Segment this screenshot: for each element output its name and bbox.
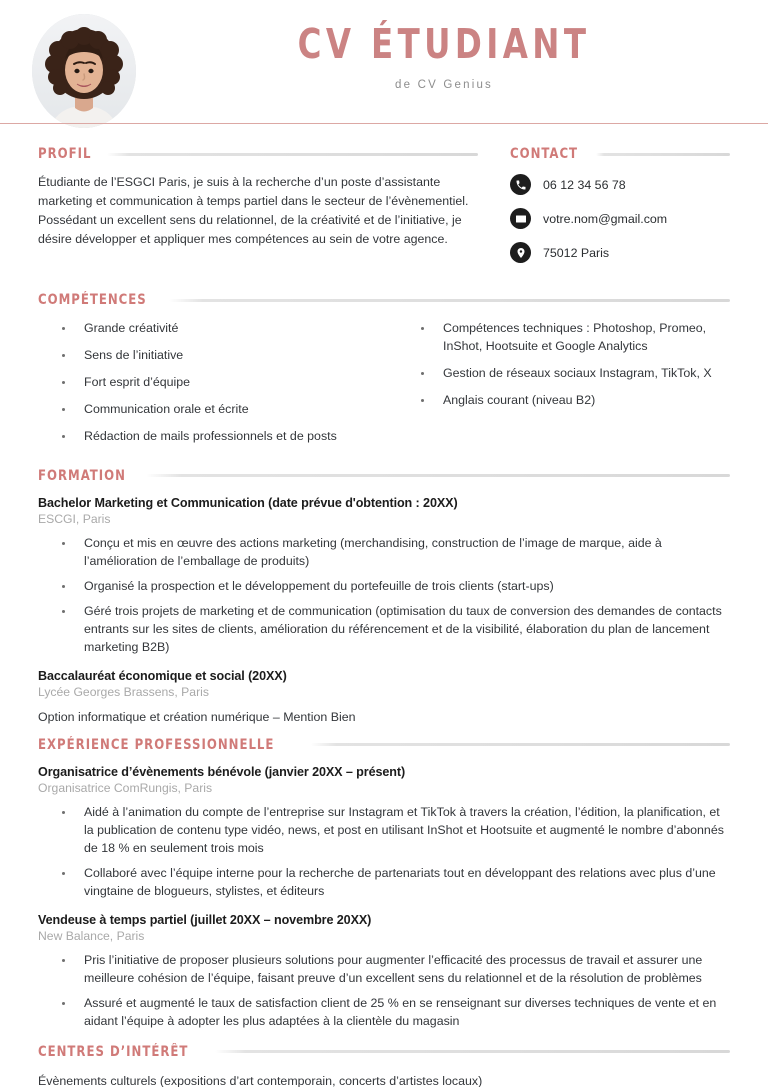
experience-entry [38, 913, 730, 1031]
entry-subtitle: Organisatrice ComRungis, Paris [38, 780, 213, 795]
entry-subtitle: New Balance, Paris [38, 928, 145, 943]
competences-list-left [38, 320, 371, 446]
experience-heading [38, 737, 730, 753]
list-item: Grande créativité [38, 320, 371, 338]
formation-section [38, 468, 730, 724]
contact-address-value: 75012 Paris [543, 245, 610, 260]
cv-header [38, 0, 730, 128]
competences-column-left [38, 320, 371, 455]
competences-list-right [397, 320, 730, 410]
entry-title: Organisatrice d’évènements bénévole (janvier 20XX – présent) [38, 764, 406, 779]
interets-section [38, 1044, 730, 1087]
page-subtitle: de CV Genius [395, 79, 493, 92]
location-pin-icon [510, 242, 531, 263]
competences-column-right [397, 320, 730, 455]
list-item: Assuré et augmenté le taux de satisfaction client de 25 % en se renseignant sur diverses techniques de vente et en aidant l’équipe à adopter les plus adaptées à la clientèle du magasin [38, 995, 730, 1031]
entry-bullets [38, 952, 730, 1031]
portrait-photo-icon [32, 14, 136, 128]
contact-email-row[interactable] [510, 208, 730, 229]
experience-entry [38, 765, 730, 901]
heading-rule [215, 1050, 730, 1053]
title-block [158, 22, 730, 91]
competences-columns [38, 320, 730, 455]
interets-text: Évènements culturels (expositions d’art contemporain, concerts d’artistes locaux) [38, 1073, 483, 1087]
formation-heading [38, 468, 730, 484]
formation-heading-label: FORMATION [38, 467, 126, 484]
entry-subtitle: Lycée Georges Brassens, Paris [38, 684, 209, 699]
entry-title: Bachelor Marketing et Communication (date prévue d'obtention : 20XX) [38, 495, 458, 510]
profil-section [38, 146, 478, 276]
profil-heading [38, 146, 478, 162]
contact-email-value: votre.nom@gmail.com [543, 211, 668, 226]
formation-entry [38, 496, 730, 657]
list-item: Gestion de réseaux sociaux Instagram, TikTok, X [397, 365, 730, 383]
entry-title: Vendeuse à temps partiel (juillet 20XX – novembre 20XX) [38, 912, 372, 927]
contact-list [510, 174, 730, 263]
contact-phone-value: 06 12 34 56 78 [543, 177, 626, 192]
list-item: Conçu et mis en œuvre des actions marketing (merchandising, construction de l’image de marque, aide à l’amélioration de l’emballage de produits) [38, 535, 730, 571]
competences-section [38, 292, 730, 455]
list-item: Rédaction de mails professionnels et de posts [38, 428, 371, 446]
list-item: Collaboré avec l’équipe interne pour la recherche de partenariats tout en développant des relations avec plus d’une vingtaine de blogueurs, stylistes, et éditeurs [38, 865, 730, 901]
list-item: Communication orale et écrite [38, 401, 371, 419]
profil-text: Étudiante de l’ESGCI Paris, je suis à la recherche d’un poste d’assistante marketing et communication à temps partiel dans le secteur de l’évènementiel. Possédant un excellent sens du relationnel, de la créativité et de l’initiative, je désire développer et appliquer mes compétences au sein de votre agence. [38, 175, 469, 246]
contact-address-row[interactable] [510, 242, 730, 263]
phone-icon [510, 174, 531, 195]
experience-heading-label: EXPÉRIENCE PROFESSIONNELLE [38, 736, 275, 753]
heading-rule [311, 743, 730, 746]
entry-bullets [38, 535, 730, 657]
entry-bullets [38, 804, 730, 901]
email-icon [510, 208, 531, 229]
profil-contact-row [38, 146, 730, 276]
interets-heading [38, 1044, 730, 1060]
interets-heading-label: CENTRES D’INTÉRÊT [38, 1043, 189, 1060]
experience-section [38, 737, 730, 1031]
list-item: Anglais courant (niveau B2) [397, 392, 730, 410]
formation-entry [38, 669, 730, 724]
list-item: Aidé à l’animation du compte de l’entreprise sur Instagram et TikTok à travers la création, l’édition, la planification, et la publication de contenu type vidéo, news, et post en utilisant InShot et Hootsuite et augmenté le nombre d’abonnés de 18 % en seulement trois mois [38, 804, 730, 858]
entry-subtitle: ESCGI, Paris [38, 511, 111, 526]
competences-heading-label: COMPÉTENCES [38, 292, 147, 308]
competences-heading [38, 292, 730, 308]
heading-rule [596, 153, 730, 156]
contact-section [510, 146, 730, 276]
entry-title: Baccalauréat économique et social (20XX) [38, 668, 287, 683]
contact-heading-label: CONTACT [510, 146, 579, 162]
list-item: Sens de l’initiative [38, 347, 371, 365]
header-divider [0, 123, 768, 124]
page-title: CV ÉTUDIANT [297, 20, 591, 68]
entry-note: Option informatique et création numérique – Mention Bien [38, 709, 356, 724]
heading-rule [169, 299, 730, 302]
list-item: Pris l’initiative de proposer plusieurs solutions pour augmenter l’efficacité des processus de travail et assurer une meilleure cohésion de l’équipe, faisant preuve d’un excellent sens du relationnel et de la résolution de problèmes [38, 952, 730, 988]
list-item: Fort esprit d’équipe [38, 374, 371, 392]
list-item: Organisé la prospection et le développement du portefeuille de trois clients (start-ups) [38, 578, 730, 596]
contact-phone-row[interactable] [510, 174, 730, 195]
heading-rule [107, 153, 478, 156]
profil-heading-label: PROFIL [38, 146, 92, 162]
contact-heading [510, 146, 730, 162]
heading-rule [146, 474, 730, 477]
avatar [32, 14, 136, 128]
list-item: Compétences techniques : Photoshop, Promeo, InShot, Hootsuite et Google Analytics [397, 320, 730, 356]
list-item: Géré trois projets de marketing et de communication (optimisation du taux de conversion des demandes de contacts entrants sur les sites de clients, amélioration du référencement et de la visibilité, élaboration du plan de lancement marketing B2B) [38, 603, 730, 657]
